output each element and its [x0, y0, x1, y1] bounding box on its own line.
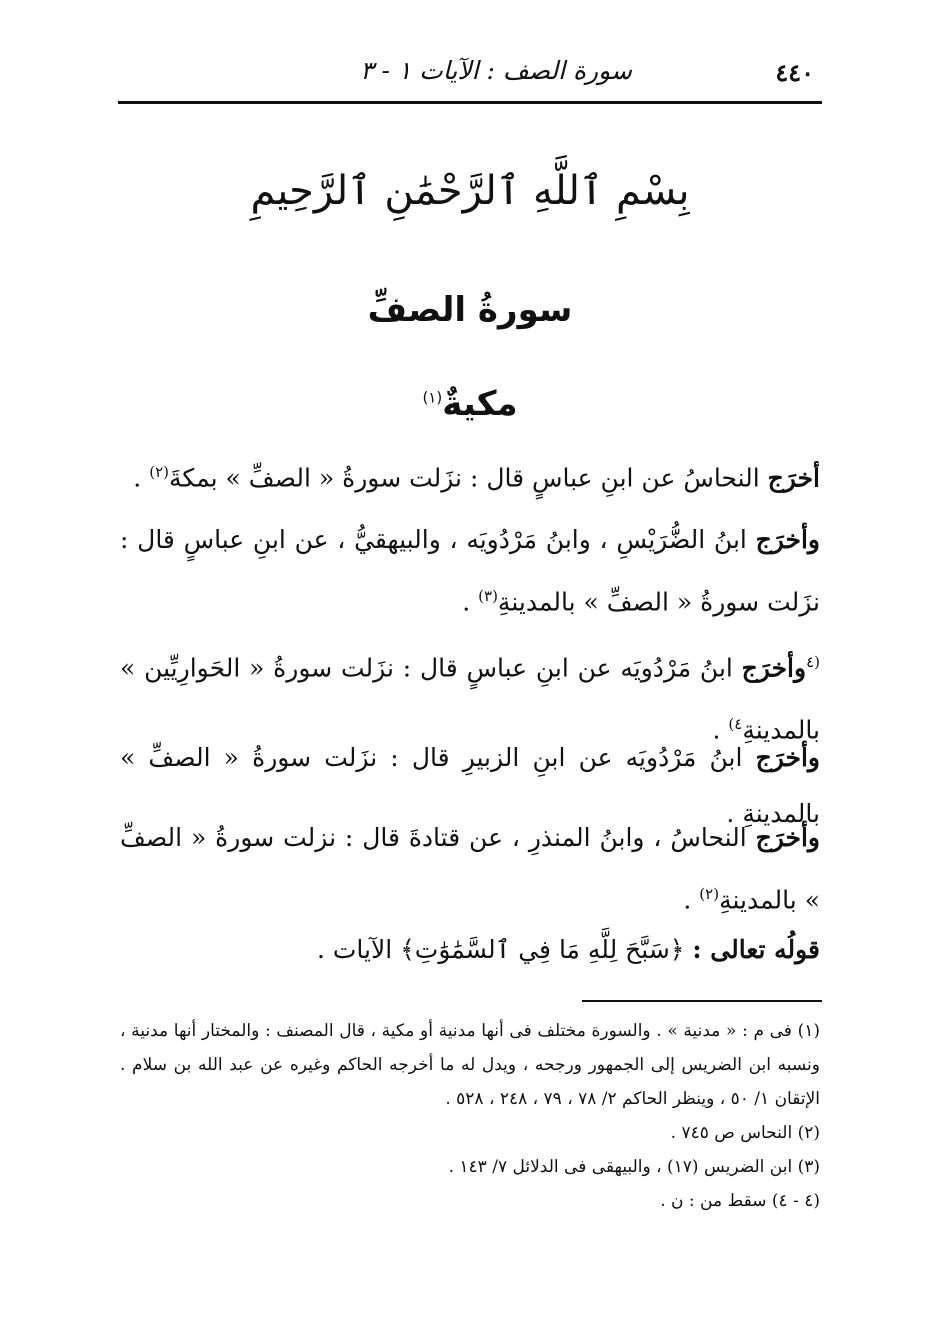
paragraph [120, 444, 820, 506]
paragraph-lead: وأخرَج [755, 525, 820, 554]
paragraph-text: ابنُ الضُّرَيْسِ ، وابنُ مَرْدُويَه ، والبيهقيُّ ، عن ابنِ عباسٍ قال : نزَلت سورةُ « الصفِّ » بالمدينةِ [120, 525, 820, 617]
footnote-ref: (٤ [806, 653, 820, 671]
paragraph-text: ابنُ مَرْدُويَه عن ابنِ عباسٍ قال : نزَلت سورةُ « الحَوارِيِّين » بالمدينةِ [120, 653, 820, 745]
paragraph-lead: أخرَج [767, 463, 820, 493]
verse-tail: الآيات . [316, 935, 401, 964]
paragraph-text: النحاسُ عن ابنِ عباسٍ قال : نزَلت سورةُ « الصفِّ » بمكةَ [168, 463, 768, 493]
footnote: (٢) النحاس ص ٧٤٥ . [670, 1123, 820, 1143]
page-header [118, 52, 822, 96]
quran-verse: ﴿سَبَّحَ لِلَّهِ مَا فِي ٱلسَّمَٰوَٰتِ﴾ [400, 935, 693, 964]
verse-heading [120, 922, 820, 978]
footnote: (٤ - ٤) سقط من : ن . [660, 1191, 820, 1211]
paragraph [120, 810, 820, 928]
paragraph-tail: . [683, 885, 700, 915]
header-rule [118, 101, 822, 104]
footnote: (٣) ابن الضريس (١٧) ، والبيهقى فى الدلائل ٧/ ١٤٣ . [448, 1157, 820, 1177]
footnote-ref: (٢) [149, 463, 169, 481]
page-number: ٤٤٠ [775, 58, 814, 87]
running-head: سورة الصف : الآيات ١ - ٣ [360, 56, 632, 85]
paragraph-text: ابنُ مَرْدُويَه عن ابنِ الزبيرِ قال : نزَلت سورةُ « الصفِّ » بالمدينةِ . [120, 743, 820, 828]
paragraph-tail: . [462, 587, 479, 617]
paragraph-lead: وأخرَج [741, 653, 807, 683]
footnote-ref: ٤) [728, 715, 743, 734]
footnote-ref: (١) [422, 388, 443, 407]
footnote-rule [582, 1000, 822, 1002]
footnotes [120, 1014, 820, 1218]
paragraph-tail: . [712, 715, 729, 745]
paragraph-text: النحاسُ ، وابنُ المنذرِ ، عن قتادةَ قال : نزلت سورةُ « الصفِّ » بالمدينةِ [120, 823, 820, 915]
basmala: بِسْمِ ٱللَّهِ ٱلرَّحْمَٰنِ ٱلرَّحِيمِ [250, 168, 690, 214]
footnote-ref: (٣) [478, 587, 498, 605]
revelation-text: مكيةٌ [442, 384, 518, 424]
surah-title: سورةُ الصفِّ [367, 290, 573, 330]
footnote: (١) فى م : « مدنية » . والسورة مختلف فى أنها مدنية أو مكية ، قال المصنف : والمختار أنها مدنية ، ونسبه ابن الضريس إلى الجمهور ورجحه ، ويدل له ما أخرجه الحاكم وغيره عن عبد الله بن سلام . الإتقان ١/ ٥٠ ، وينظر الحاكم ٢/ ٧٨ ، ٧٩ ، ٢٤٨ ، ٥٢٨ . [120, 1021, 820, 1109]
footnote-ref: (٢) [699, 885, 720, 903]
verse-lead: قولُه تعالى : [692, 935, 820, 964]
paragraph-tail: . [133, 463, 150, 493]
revelation-type [0, 384, 940, 424]
paragraph-lead: وأخرَج [755, 743, 820, 772]
paragraph-lead: وأخرَج [755, 823, 820, 852]
paragraph [120, 512, 820, 630]
